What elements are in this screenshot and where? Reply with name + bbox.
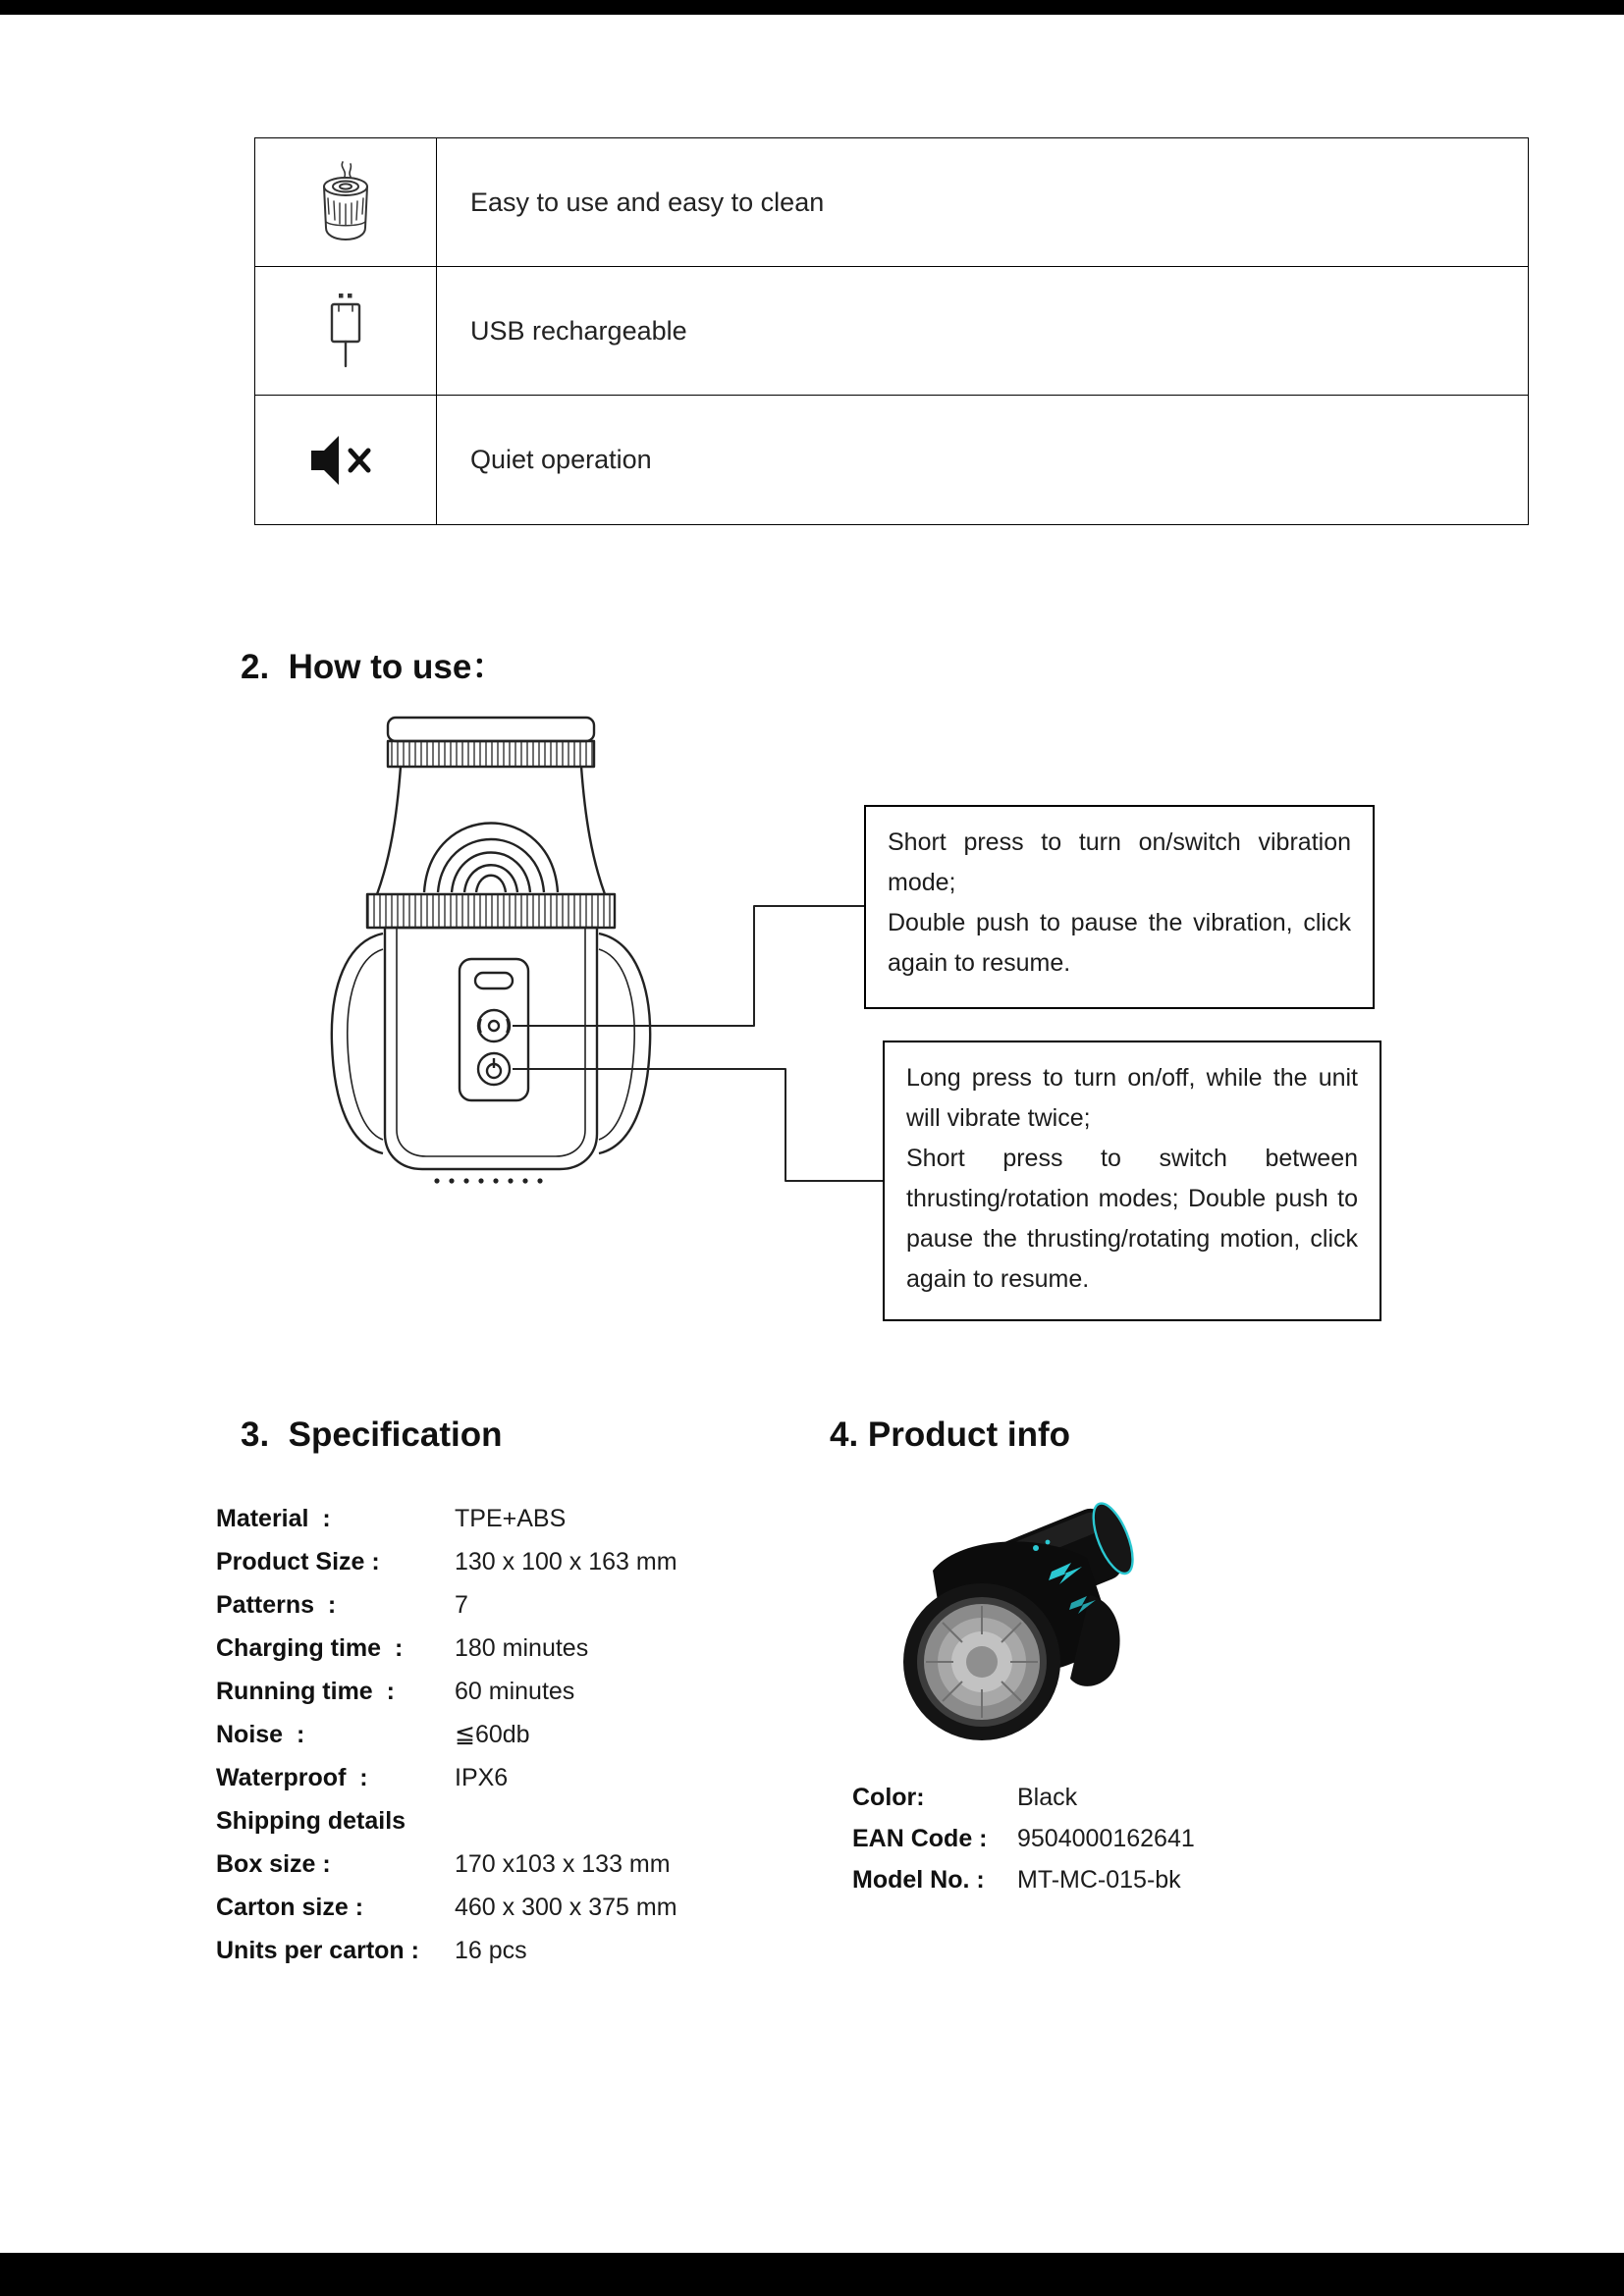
- spec-label: Running time :: [216, 1677, 395, 1705]
- spec-label: Carton size :: [216, 1893, 364, 1921]
- mute-speaker-icon: [255, 396, 437, 524]
- table-row: [255, 267, 1528, 396]
- spec-row: [216, 1713, 805, 1756]
- spec-row: [216, 1929, 805, 1972]
- spec-row: [216, 1497, 805, 1540]
- spec-row: [216, 1583, 805, 1627]
- product-info-row: [852, 1818, 1363, 1859]
- spec-label: Units per carton :: [216, 1936, 419, 1964]
- top-black-bar: [0, 0, 1624, 15]
- spec-row: [216, 1627, 805, 1670]
- spec-label: Charging time :: [216, 1633, 404, 1662]
- spec-row: [216, 1799, 805, 1842]
- spec-value: ≦60db: [455, 1721, 530, 1748]
- section-heading-product-info: 4. Product info: [830, 1415, 1070, 1454]
- spec-value: IPX6: [455, 1763, 509, 1791]
- product-info-label: Model No. :: [852, 1865, 985, 1894]
- callout-vibration-button: [864, 805, 1375, 1009]
- product-cup-icon: [255, 138, 437, 266]
- spec-row: [216, 1756, 805, 1799]
- product-info-value: MT-MC-015-bk: [1017, 1865, 1181, 1894]
- section-heading-how-to-use: 2. How to use：: [241, 648, 507, 686]
- product-info-list: [852, 1777, 1363, 1900]
- product-info-label: EAN Code :: [852, 1824, 988, 1852]
- spec-value: TPE+ABS: [455, 1504, 567, 1532]
- specification-list: [216, 1497, 805, 1972]
- spec-value: 7: [455, 1590, 468, 1619]
- table-row: [255, 138, 1528, 267]
- vent-dots: [434, 1178, 542, 1183]
- spec-label: Noise :: [216, 1720, 305, 1748]
- spec-value: 60 minutes: [455, 1677, 575, 1705]
- spec-value: 170 x103 x 133 mm: [455, 1849, 671, 1878]
- product-info-row: [852, 1777, 1363, 1818]
- callout-text-line: Short press to switch between thrusting/rotation modes; Double push to pause the thrusting/rotating motion, click again to resume.: [906, 1145, 1358, 1293]
- spec-label: Shipping details: [216, 1806, 406, 1835]
- spec-value: 180 minutes: [455, 1633, 589, 1662]
- feature-label: Quiet operation: [470, 445, 652, 474]
- spec-value: 130 x 100 x 163 mm: [455, 1547, 677, 1575]
- bottom-black-bar: [0, 2253, 1624, 2296]
- usb-plug-icon: [255, 267, 437, 395]
- features-table: [254, 137, 1529, 525]
- spec-label: Box size :: [216, 1849, 331, 1878]
- feature-label: Easy to use and easy to clean: [470, 187, 825, 217]
- spec-row: [216, 1886, 805, 1929]
- spec-value: 460 x 300 x 375 mm: [455, 1893, 677, 1921]
- spec-label: Product Size :: [216, 1547, 380, 1575]
- callout-text-line: Double push to pause the vibration, click again to resume.: [888, 909, 1351, 977]
- callout-text-line: Short press to turn on/switch vibration mode;: [888, 828, 1351, 896]
- section-heading-specification: 3. Specification: [241, 1415, 503, 1454]
- spec-label: Patterns :: [216, 1590, 337, 1619]
- product-info-value: Black: [1017, 1783, 1078, 1811]
- table-row: [255, 396, 1528, 524]
- spec-label: Waterproof :: [216, 1763, 368, 1791]
- callout-text-line: Long press to turn on/off, while the unit will vibrate twice;: [906, 1064, 1358, 1132]
- product-info-value: 9504000162641: [1017, 1824, 1195, 1852]
- spec-value: 16 pcs: [455, 1936, 527, 1964]
- spec-row: [216, 1540, 805, 1583]
- spec-row: [216, 1670, 805, 1713]
- product-photo: [879, 1477, 1164, 1757]
- feature-label: USB rechargeable: [470, 315, 687, 346]
- product-info-row: [852, 1859, 1363, 1900]
- spec-row: [216, 1842, 805, 1886]
- product-info-label: Color:: [852, 1783, 925, 1811]
- callout-power-button: [883, 1041, 1381, 1321]
- spec-label: Material :: [216, 1504, 331, 1532]
